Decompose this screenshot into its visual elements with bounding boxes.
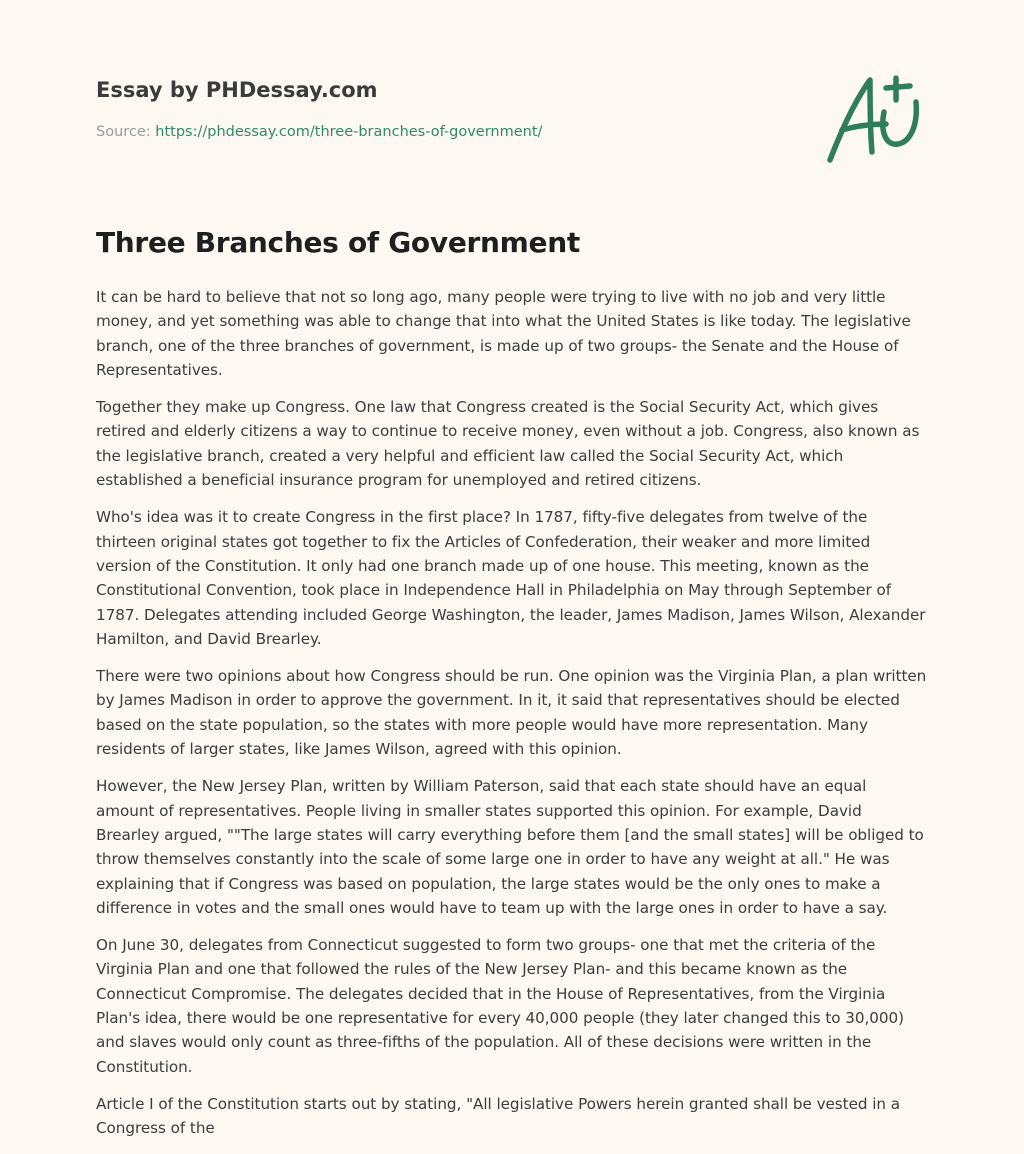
article-body xyxy=(96,285,928,1154)
source-label: Source: xyxy=(96,124,156,140)
site-brand: Essay by PHDessay.com xyxy=(96,78,378,102)
source-line xyxy=(96,124,542,140)
paragraph: Article I of the Constitution starts out by stating, "All legislative Powers herein granted shall be vested in a Congress of the xyxy=(96,1094,901,1138)
paragraph: However, the New Jersey Plan, written by William Paterson, said that each state should have an equal amount of representatives. People living in smaller states supported this opinion. For example, David Brearley argued, ""The large states will carry everything before them [and the small states] will be obliged to throw themselves constantly into the scale of some large one in order to have any weight at all." He was explaining that if Congress was based on population, the large states would be the only ones to make a difference in votes and the small ones would have to team up with the large ones in order to have a say. xyxy=(96,777,924,917)
article-title: Three Branches of Government xyxy=(96,226,580,259)
paragraph: Together they make up Congress. One law that Congress created is the Social Security Act, which gives retired and elderly citizens a way to continue to receive money, even without a job. Congress, also known as the legislative branch, created a very helpful and efficient law called the Social Security Act, which established a beneficial insurance program for unemployed and retired citizens. xyxy=(96,398,920,490)
paragraph: There were two opinions about how Congress should be run. One opinion was the Virginia Plan, a plan written by James Madison in order to approve the government. In it, it said that representatives should be elected based on the state population, so the states with more people would have more representation. Many residents of larger states, like James Wilson, agreed with this opinion. xyxy=(96,667,927,759)
paragraph: It can be hard to believe that not so long ago, many people were trying to live with no job and very little money, and yet something was able to change that into what the United States is like today. The legislative branch, one of the three branches of government, is made up of two groups- the Senate and the House of Representatives. xyxy=(96,288,911,379)
source-link[interactable]: https://phdessay.com/three-branches-of-government/ xyxy=(155,124,543,140)
a-plus-logo-icon xyxy=(826,68,930,164)
paragraph: Who's idea was it to create Congress in the first place? In 1787, fifty-five delegates from twelve of the thirteen original states got together to fix the Articles of Confederation, their weaker and more limited version of the Constitution. It only had one branch made up of one house. This meeting, known as the Constitutional Convention, took place in Independence Hall in Philadelphia on May through September of 1787. Delegates attending included George Washington, the leader, James Madison, James Wilson, Alexander Hamilton, and David Brearley. xyxy=(96,508,926,648)
paragraph: On June 30, delegates from Connecticut suggested to form two groups- one that met the criteria of the Virginia Plan and one that followed the rules of the New Jersey Plan- and this became known as the Connecticut Compromise. The delegates decided that in the House of Representatives, from the Virginia Plan's idea, there would be one representative for every 40,000 people (they later changed this to 30,000) and slaves would only count as three-fifths of the population. All of these decisions were written in the Constitution. xyxy=(96,936,904,1076)
